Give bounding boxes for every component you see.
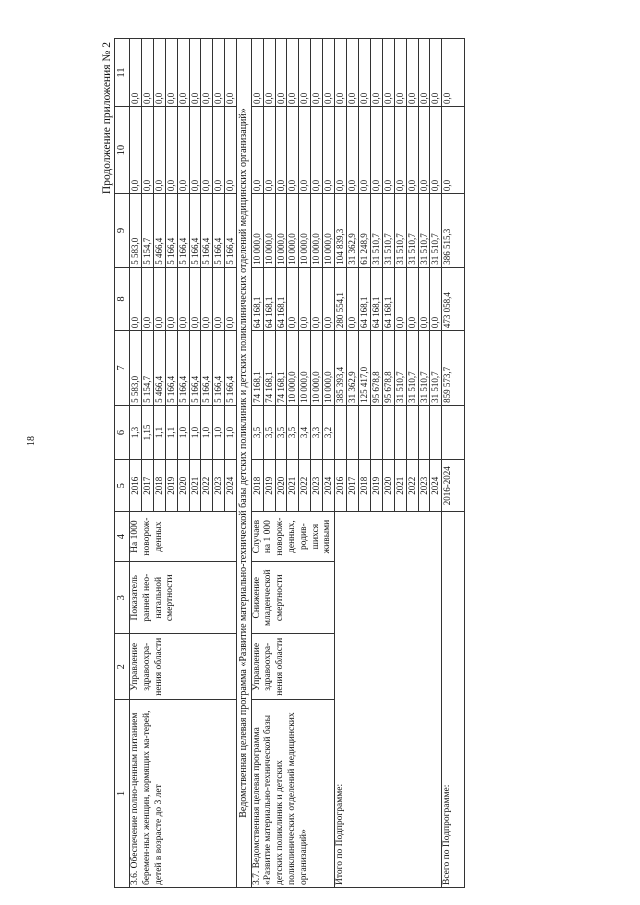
regional-funding-cell: 5 166,4: [225, 194, 237, 268]
other-funding-cell: 0,0: [347, 39, 359, 107]
indicator-value-cell: [359, 405, 371, 459]
regional-funding-cell: 31 510,7: [394, 194, 406, 268]
year-cell: 2023: [213, 460, 225, 512]
local-funding-cell: 0,0: [201, 107, 213, 194]
executor-cell: Управление здравоохра-нения области: [251, 634, 335, 700]
indicator-value-cell: [442, 405, 465, 459]
other-funding-cell: 0,0: [189, 39, 201, 107]
regional-funding-cell: 5 154,7: [141, 194, 153, 268]
federal-funding-cell: 0,0: [153, 267, 165, 330]
unit-cell: На 1000 новорож-денных: [130, 512, 237, 562]
regional-funding-cell: 10 000,0: [275, 194, 287, 268]
federal-funding-cell: 280 554,1: [335, 267, 347, 330]
total-funding-cell: 5 583,0: [130, 331, 142, 406]
local-funding-cell: 0,0: [141, 107, 153, 194]
other-funding-cell: 0,0: [275, 39, 287, 107]
indicator-value-cell: 3,5: [275, 405, 287, 459]
other-funding-cell: 0,0: [201, 39, 213, 107]
indicator-cell: Снижение младенческой смертности: [251, 562, 335, 634]
indicator-value-cell: 1,0: [213, 405, 225, 459]
regional-funding-cell: 5 583,0: [130, 194, 142, 268]
other-funding-cell: 0,0: [359, 39, 371, 107]
federal-funding-cell: 64 168,1: [251, 267, 263, 330]
section-3-7: [251, 39, 335, 888]
section-title-block: [237, 39, 252, 888]
total-funding-cell: 10 000,0: [323, 331, 335, 406]
local-funding-cell: 0,0: [382, 107, 394, 194]
regional-funding-cell: 10 000,0: [287, 194, 299, 268]
federal-funding-cell: 64 168,1: [382, 267, 394, 330]
year-cell: 2021: [394, 460, 406, 512]
indicator-value-cell: [347, 405, 359, 459]
column-number-row: [115, 39, 130, 888]
indicator-value-cell: 3,2: [323, 405, 335, 459]
grand-total-label-cell: Всего по Подпрограмме:: [442, 512, 465, 888]
other-funding-cell: 0,0: [311, 39, 323, 107]
other-funding-cell: 0,0: [370, 39, 382, 107]
indicator-value-cell: 3,5: [287, 405, 299, 459]
other-funding-cell: 0,0: [225, 39, 237, 107]
federal-funding-cell: 473 058,4: [442, 267, 465, 330]
year-cell: 2018: [251, 460, 263, 512]
federal-funding-cell: 0,0: [177, 267, 189, 330]
federal-funding-cell: 0,0: [213, 267, 225, 330]
col-header-2: 2: [115, 634, 130, 700]
grand-total: [442, 39, 465, 888]
total-funding-cell: 385 393,4: [335, 331, 347, 406]
other-funding-cell: 0,0: [263, 39, 275, 107]
indicator-value-cell: 1,0: [189, 405, 201, 459]
measure-name-cell: 3.6. Обеспечение полно-ценным питанием беремен-ных женщин, кормящих ма-терей, детей в возрасте до 3 лет: [130, 700, 237, 888]
total-funding-cell: 5 166,4: [201, 331, 213, 406]
program-table: [114, 38, 465, 888]
other-funding-cell: 0,0: [430, 39, 442, 107]
year-cell: 2021: [287, 460, 299, 512]
section-3-6: [130, 39, 237, 888]
col-header-5: 5: [115, 460, 130, 512]
other-funding-cell: 0,0: [153, 39, 165, 107]
local-funding-cell: 0,0: [347, 107, 359, 194]
indicator-value-cell: 1,0: [177, 405, 189, 459]
indicator-value-cell: 1,3: [130, 405, 142, 459]
other-funding-cell: 0,0: [130, 39, 142, 107]
col-header-10: 10: [115, 107, 130, 194]
col-header-6: 6: [115, 405, 130, 459]
regional-funding-cell: 386 515,3: [442, 194, 465, 268]
other-funding-cell: 0,0: [323, 39, 335, 107]
regional-funding-cell: 10 000,0: [323, 194, 335, 268]
total-funding-cell: 74 168,1: [251, 331, 263, 406]
federal-funding-cell: 0,0: [406, 267, 418, 330]
year-cell: 2024: [430, 460, 442, 512]
regional-funding-cell: 31 510,7: [430, 194, 442, 268]
year-cell: 2018: [153, 460, 165, 512]
indicator-value-cell: 1,0: [201, 405, 213, 459]
regional-funding-cell: 5 166,4: [177, 194, 189, 268]
other-funding-cell: 0,0: [418, 39, 430, 107]
indicator-value-cell: [382, 405, 394, 459]
federal-funding-cell: 0,0: [323, 267, 335, 330]
year-cell: 2016: [335, 460, 347, 512]
regional-funding-cell: 5 166,4: [165, 194, 177, 268]
federal-funding-cell: 0,0: [165, 267, 177, 330]
indicator-value-cell: [370, 405, 382, 459]
total-funding-cell: 95 678,8: [382, 331, 394, 406]
local-funding-cell: 0,0: [225, 107, 237, 194]
local-funding-cell: 0,0: [430, 107, 442, 194]
federal-funding-cell: 0,0: [141, 267, 153, 330]
year-cell: 2018: [359, 460, 371, 512]
regional-funding-cell: 5 166,4: [201, 194, 213, 268]
total-funding-cell: 5 166,4: [177, 331, 189, 406]
local-funding-cell: 0,0: [442, 107, 465, 194]
executor-cell: Управление здравоохра-нения области: [130, 634, 237, 700]
year-cell: 2019: [370, 460, 382, 512]
other-funding-cell: 0,0: [251, 39, 263, 107]
year-cell: 2022: [201, 460, 213, 512]
year-cell: 2024: [225, 460, 237, 512]
federal-funding-cell: 0,0: [430, 267, 442, 330]
local-funding-cell: 0,0: [263, 107, 275, 194]
indicator-value-cell: 1,1: [153, 405, 165, 459]
local-funding-cell: 0,0: [323, 107, 335, 194]
other-funding-cell: 0,0: [287, 39, 299, 107]
year-cell: 2020: [382, 460, 394, 512]
section-title: Ведомственная целевая программа «Развитие материально-технической базы детских поликлиник и детских поликлинических отделений медицинских организаций»: [237, 39, 252, 888]
year-cell: 2017: [141, 460, 153, 512]
col-header-1: 1: [115, 700, 130, 888]
total-label-cell: Итого по Подпрограмме:: [335, 512, 442, 888]
regional-funding-cell: 31 510,7: [406, 194, 418, 268]
other-funding-cell: 0,0: [141, 39, 153, 107]
col-header-9: 9: [115, 194, 130, 268]
total-funding-cell: 125 417,0: [359, 331, 371, 406]
federal-funding-cell: 0,0: [201, 267, 213, 330]
local-funding-cell: 0,0: [311, 107, 323, 194]
local-funding-cell: 0,0: [287, 107, 299, 194]
other-funding-cell: 0,0: [442, 39, 465, 107]
total-funding-cell: 5 166,4: [189, 331, 201, 406]
federal-funding-cell: 0,0: [225, 267, 237, 330]
year-cell: 2024: [323, 460, 335, 512]
year-cell: 2016: [130, 460, 142, 512]
total-funding-cell: 31 510,7: [430, 331, 442, 406]
col-header-8: 8: [115, 267, 130, 330]
year-cell: 2020: [177, 460, 189, 512]
table-row: [442, 39, 465, 888]
other-funding-cell: 0,0: [394, 39, 406, 107]
federal-funding-cell: 0,0: [189, 267, 201, 330]
total-funding-cell: 74 168,1: [263, 331, 275, 406]
continuation-title: Продолжение приложения № 2: [101, 42, 113, 195]
local-funding-cell: 0,0: [394, 107, 406, 194]
federal-funding-cell: 64 168,1: [275, 267, 287, 330]
regional-funding-cell: 5 166,4: [189, 194, 201, 268]
federal-funding-cell: 0,0: [299, 267, 311, 330]
federal-funding-cell: 0,0: [287, 267, 299, 330]
indicator-value-cell: [406, 405, 418, 459]
total-funding-cell: 31 510,7: [418, 331, 430, 406]
federal-funding-cell: 0,0: [418, 267, 430, 330]
total-funding-cell: 5 166,4: [225, 331, 237, 406]
indicator-value-cell: 3,5: [251, 405, 263, 459]
other-funding-cell: 0,0: [335, 39, 347, 107]
table-row: [335, 39, 347, 888]
col-header-7: 7: [115, 331, 130, 406]
regional-funding-cell: 10 000,0: [263, 194, 275, 268]
subprogram-total: [335, 39, 442, 888]
measure-name-cell: 3.7. Ведомственная целевая программа «Развитие материально-технической базы детских поликлиник и детских поликлинических отделений медицинских организаций»: [251, 700, 335, 888]
col-header-3: 3: [115, 562, 130, 634]
total-funding-cell: 31 510,7: [406, 331, 418, 406]
indicator-cell: Показатель ранней нео-натальной смертности: [130, 562, 237, 634]
other-funding-cell: 0,0: [382, 39, 394, 107]
indicator-value-cell: [418, 405, 430, 459]
local-funding-cell: 0,0: [359, 107, 371, 194]
year-cell: 2017: [347, 460, 359, 512]
local-funding-cell: 0,0: [213, 107, 225, 194]
other-funding-cell: 0,0: [165, 39, 177, 107]
local-funding-cell: 0,0: [299, 107, 311, 194]
indicator-value-cell: 3,3: [311, 405, 323, 459]
regional-funding-cell: 5 166,4: [213, 194, 225, 268]
year-cell: 2022: [406, 460, 418, 512]
table-row: [251, 39, 263, 888]
regional-funding-cell: 10 000,0: [299, 194, 311, 268]
local-funding-cell: 0,0: [165, 107, 177, 194]
regional-funding-cell: 5 466,4: [153, 194, 165, 268]
federal-funding-cell: 0,0: [130, 267, 142, 330]
total-funding-cell: 5 154,7: [141, 331, 153, 406]
federal-funding-cell: 64 168,1: [263, 267, 275, 330]
indicator-value-cell: 1,15: [141, 405, 153, 459]
indicator-value-cell: [394, 405, 406, 459]
col-header-4: 4: [115, 512, 130, 562]
indicator-value-cell: [335, 405, 347, 459]
regional-funding-cell: 31 510,7: [382, 194, 394, 268]
local-funding-cell: 0,0: [177, 107, 189, 194]
regional-funding-cell: 31 510,7: [418, 194, 430, 268]
other-funding-cell: 0,0: [406, 39, 418, 107]
regional-funding-cell: 61 248,9: [359, 194, 371, 268]
local-funding-cell: 0,0: [370, 107, 382, 194]
table-row: [130, 39, 142, 888]
year-cell: 2021: [189, 460, 201, 512]
local-funding-cell: 0,0: [275, 107, 287, 194]
local-funding-cell: 0,0: [335, 107, 347, 194]
total-funding-cell: 5 166,4: [213, 331, 225, 406]
year-cell: 2023: [311, 460, 323, 512]
federal-funding-cell: 64 168,1: [359, 267, 371, 330]
total-funding-cell: 31 362,9: [347, 331, 359, 406]
year-cell: 2016-2024: [442, 460, 465, 512]
indicator-value-cell: [430, 405, 442, 459]
year-cell: 2022: [299, 460, 311, 512]
other-funding-cell: 0,0: [177, 39, 189, 107]
federal-funding-cell: 0,0: [347, 267, 359, 330]
regional-funding-cell: 31 362,9: [347, 194, 359, 268]
regional-funding-cell: 104 839,3: [335, 194, 347, 268]
regional-funding-cell: 10 000,0: [251, 194, 263, 268]
local-funding-cell: 0,0: [418, 107, 430, 194]
indicator-value-cell: 1,1: [165, 405, 177, 459]
federal-funding-cell: 0,0: [311, 267, 323, 330]
year-cell: 2019: [165, 460, 177, 512]
regional-funding-cell: 10 000,0: [311, 194, 323, 268]
local-funding-cell: 0,0: [251, 107, 263, 194]
total-funding-cell: 10 000,0: [311, 331, 323, 406]
federal-funding-cell: 64 168,1: [370, 267, 382, 330]
other-funding-cell: 0,0: [299, 39, 311, 107]
indicator-value-cell: 3,4: [299, 405, 311, 459]
indicator-value-cell: 1,0: [225, 405, 237, 459]
year-cell: 2023: [418, 460, 430, 512]
regional-funding-cell: 31 510,7: [370, 194, 382, 268]
total-funding-cell: 5 166,4: [165, 331, 177, 406]
page-number: 18: [26, 436, 37, 446]
total-funding-cell: 859 573,7: [442, 331, 465, 406]
total-funding-cell: 5 466,4: [153, 331, 165, 406]
total-funding-cell: 10 000,0: [287, 331, 299, 406]
local-funding-cell: 0,0: [189, 107, 201, 194]
rotated-document-page: [100, 38, 465, 888]
unit-cell: Случаев на 1 000 новорож-денных, родив-шихся живыми: [251, 512, 335, 562]
total-funding-cell: 31 510,7: [394, 331, 406, 406]
local-funding-cell: 0,0: [153, 107, 165, 194]
other-funding-cell: 0,0: [213, 39, 225, 107]
local-funding-cell: 0,0: [406, 107, 418, 194]
year-cell: 2019: [263, 460, 275, 512]
year-cell: 2020: [275, 460, 287, 512]
local-funding-cell: 0,0: [130, 107, 142, 194]
col-header-11: 11: [115, 39, 130, 107]
indicator-value-cell: 3,5: [263, 405, 275, 459]
total-funding-cell: 74 168,1: [275, 331, 287, 406]
total-funding-cell: 95 678,8: [370, 331, 382, 406]
federal-funding-cell: 0,0: [394, 267, 406, 330]
total-funding-cell: 10 000,0: [299, 331, 311, 406]
